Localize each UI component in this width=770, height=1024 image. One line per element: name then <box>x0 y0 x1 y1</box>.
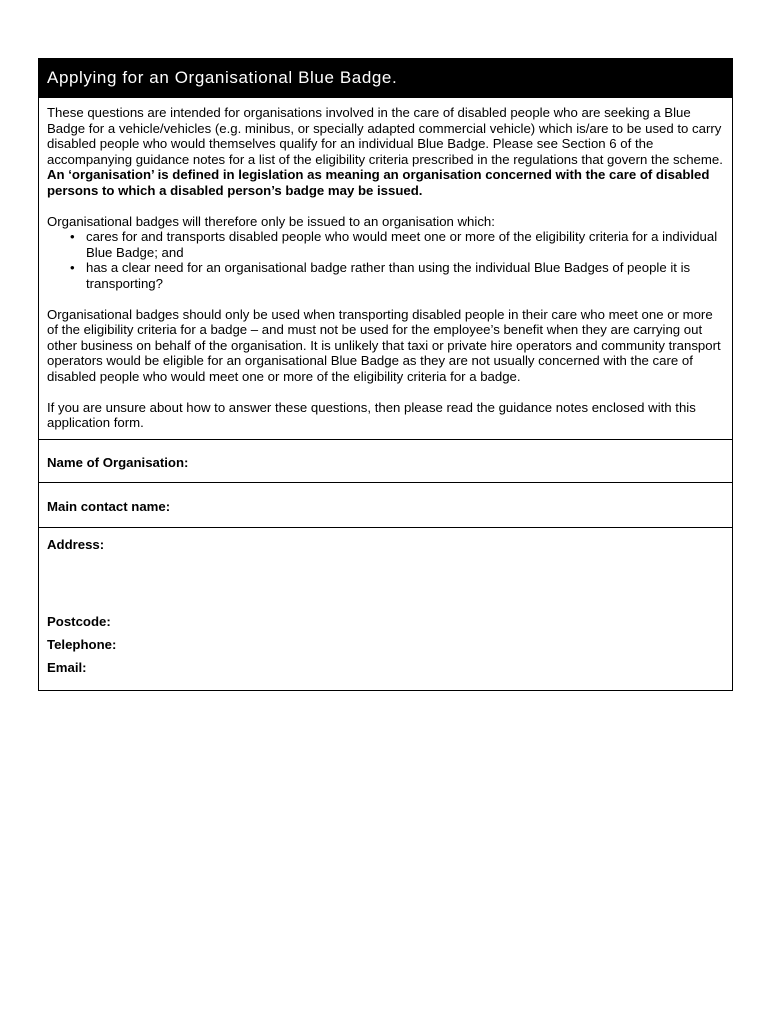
list-item <box>47 229 724 260</box>
criteria-text: has a clear need for an organisational badge rather than using the individual Blue Badges of people it is transporting? <box>86 260 691 291</box>
bullet-icon: • <box>70 260 75 275</box>
organisation-name-field[interactable] <box>39 440 732 483</box>
unsure-paragraph: If you are unsure about how to answer these questions, then please read the guidance notes enclosed with this application form. <box>47 399 696 430</box>
telephone-label: Telephone: <box>47 636 117 652</box>
intro-paragraph: These questions are intended for organisations involved in the care of disabled people who are seeking a Blue Badge for a vehicle/vehicles (e.g. minibus, or specially adapted commercial vehicle) which is/are to be used to carry disabled people who would themselves qualify for an individual Blue Badge. Please see Section 6 of the accompanying guidance notes for a list of the eligibility criteria prescribed in the regulations that govern the scheme. <box>47 105 723 167</box>
organisational-badge-form <box>38 58 733 691</box>
email-label: Email: <box>47 659 87 675</box>
address-label: Address: <box>47 536 105 552</box>
list-item <box>47 260 724 291</box>
organisation-name-label: Name of Organisation: <box>47 454 189 470</box>
postcode-label: Postcode: <box>47 613 111 629</box>
address-block <box>39 528 732 690</box>
address-field[interactable] <box>47 537 724 560</box>
main-contact-label: Main contact name: <box>47 498 171 514</box>
telephone-field[interactable] <box>47 637 724 660</box>
main-contact-field[interactable] <box>39 483 732 528</box>
usage-paragraph: Organisational badges should only be used when transporting disabled people in their care who meet one or more of the eligibility criteria for a badge – and must not be used for the employee’s benefit when they are carrying out other business on behalf of the organisation. It is unlikely that taxi or private hire operators and community transport operators would be eligible for an organisational Blue Badge as they are not usually concerned with the care of disabled people who would meet one or more of the eligibility criteria for a badge. <box>47 306 721 384</box>
address-input-area[interactable] <box>47 560 724 614</box>
postcode-field[interactable] <box>47 614 724 637</box>
email-field[interactable] <box>47 660 724 683</box>
organisation-definition: An ‘organisation’ is defined in legislation as meaning an organisation concerned with the care of disabled persons to which a disabled person’s badge may be issued. <box>47 167 710 198</box>
intro-section <box>39 98 732 440</box>
criteria-intro: Organisational badges will therefore only be issued to an organisation which: <box>47 213 495 229</box>
form-title: Applying for an Organisational Blue Badge. <box>39 59 732 98</box>
bullet-icon: • <box>70 229 75 244</box>
criteria-text: cares for and transports disabled people who would meet one or more of the eligibility criteria for a individual Blue Badge; and <box>86 229 718 260</box>
criteria-list <box>47 229 724 291</box>
